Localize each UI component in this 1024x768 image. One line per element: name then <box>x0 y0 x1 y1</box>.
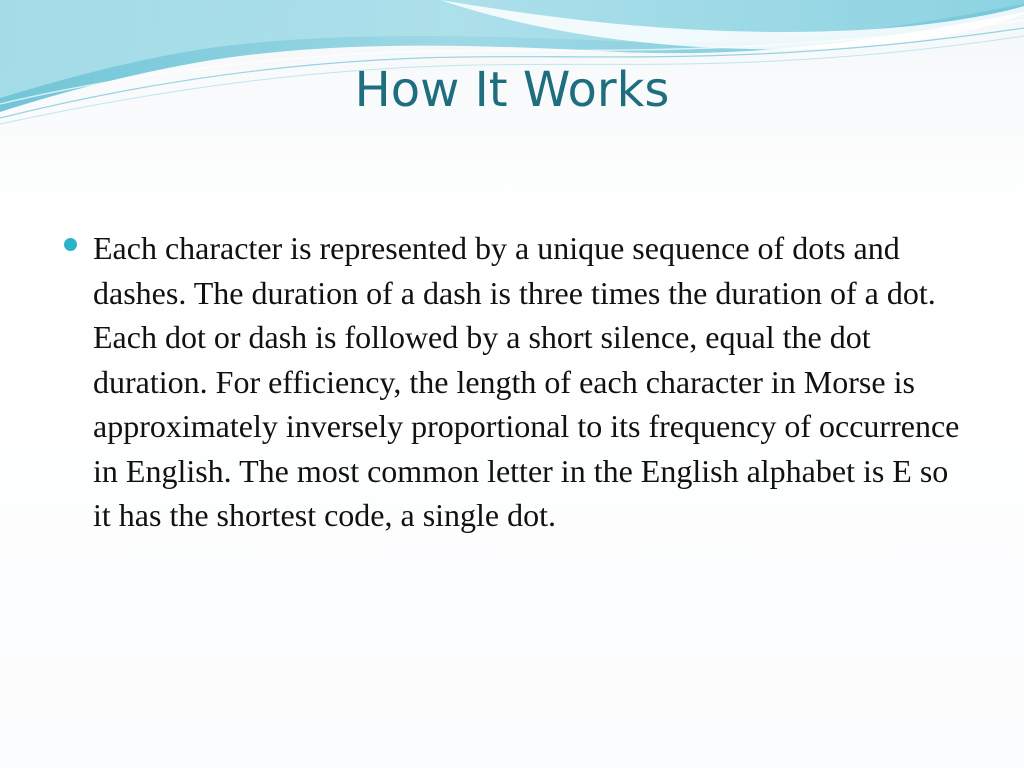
bullet-item <box>64 226 974 538</box>
slide-content <box>64 226 974 538</box>
bullet-text: Each character is represented by a unique sequence of dots and dashes. The duration of a dash is three times the duration of a dot. Each dot or dash is followed by a short silence, equal the dot duration. For efficiency, the length of each character in Morse is approximately inversely proportional to its frequency of occurrence in English. The most common letter in the English alphabet is E so it has the shortest code, a single dot. <box>93 230 960 533</box>
slide-title: How It Works <box>354 62 670 118</box>
bullet-dot-icon <box>64 238 77 251</box>
